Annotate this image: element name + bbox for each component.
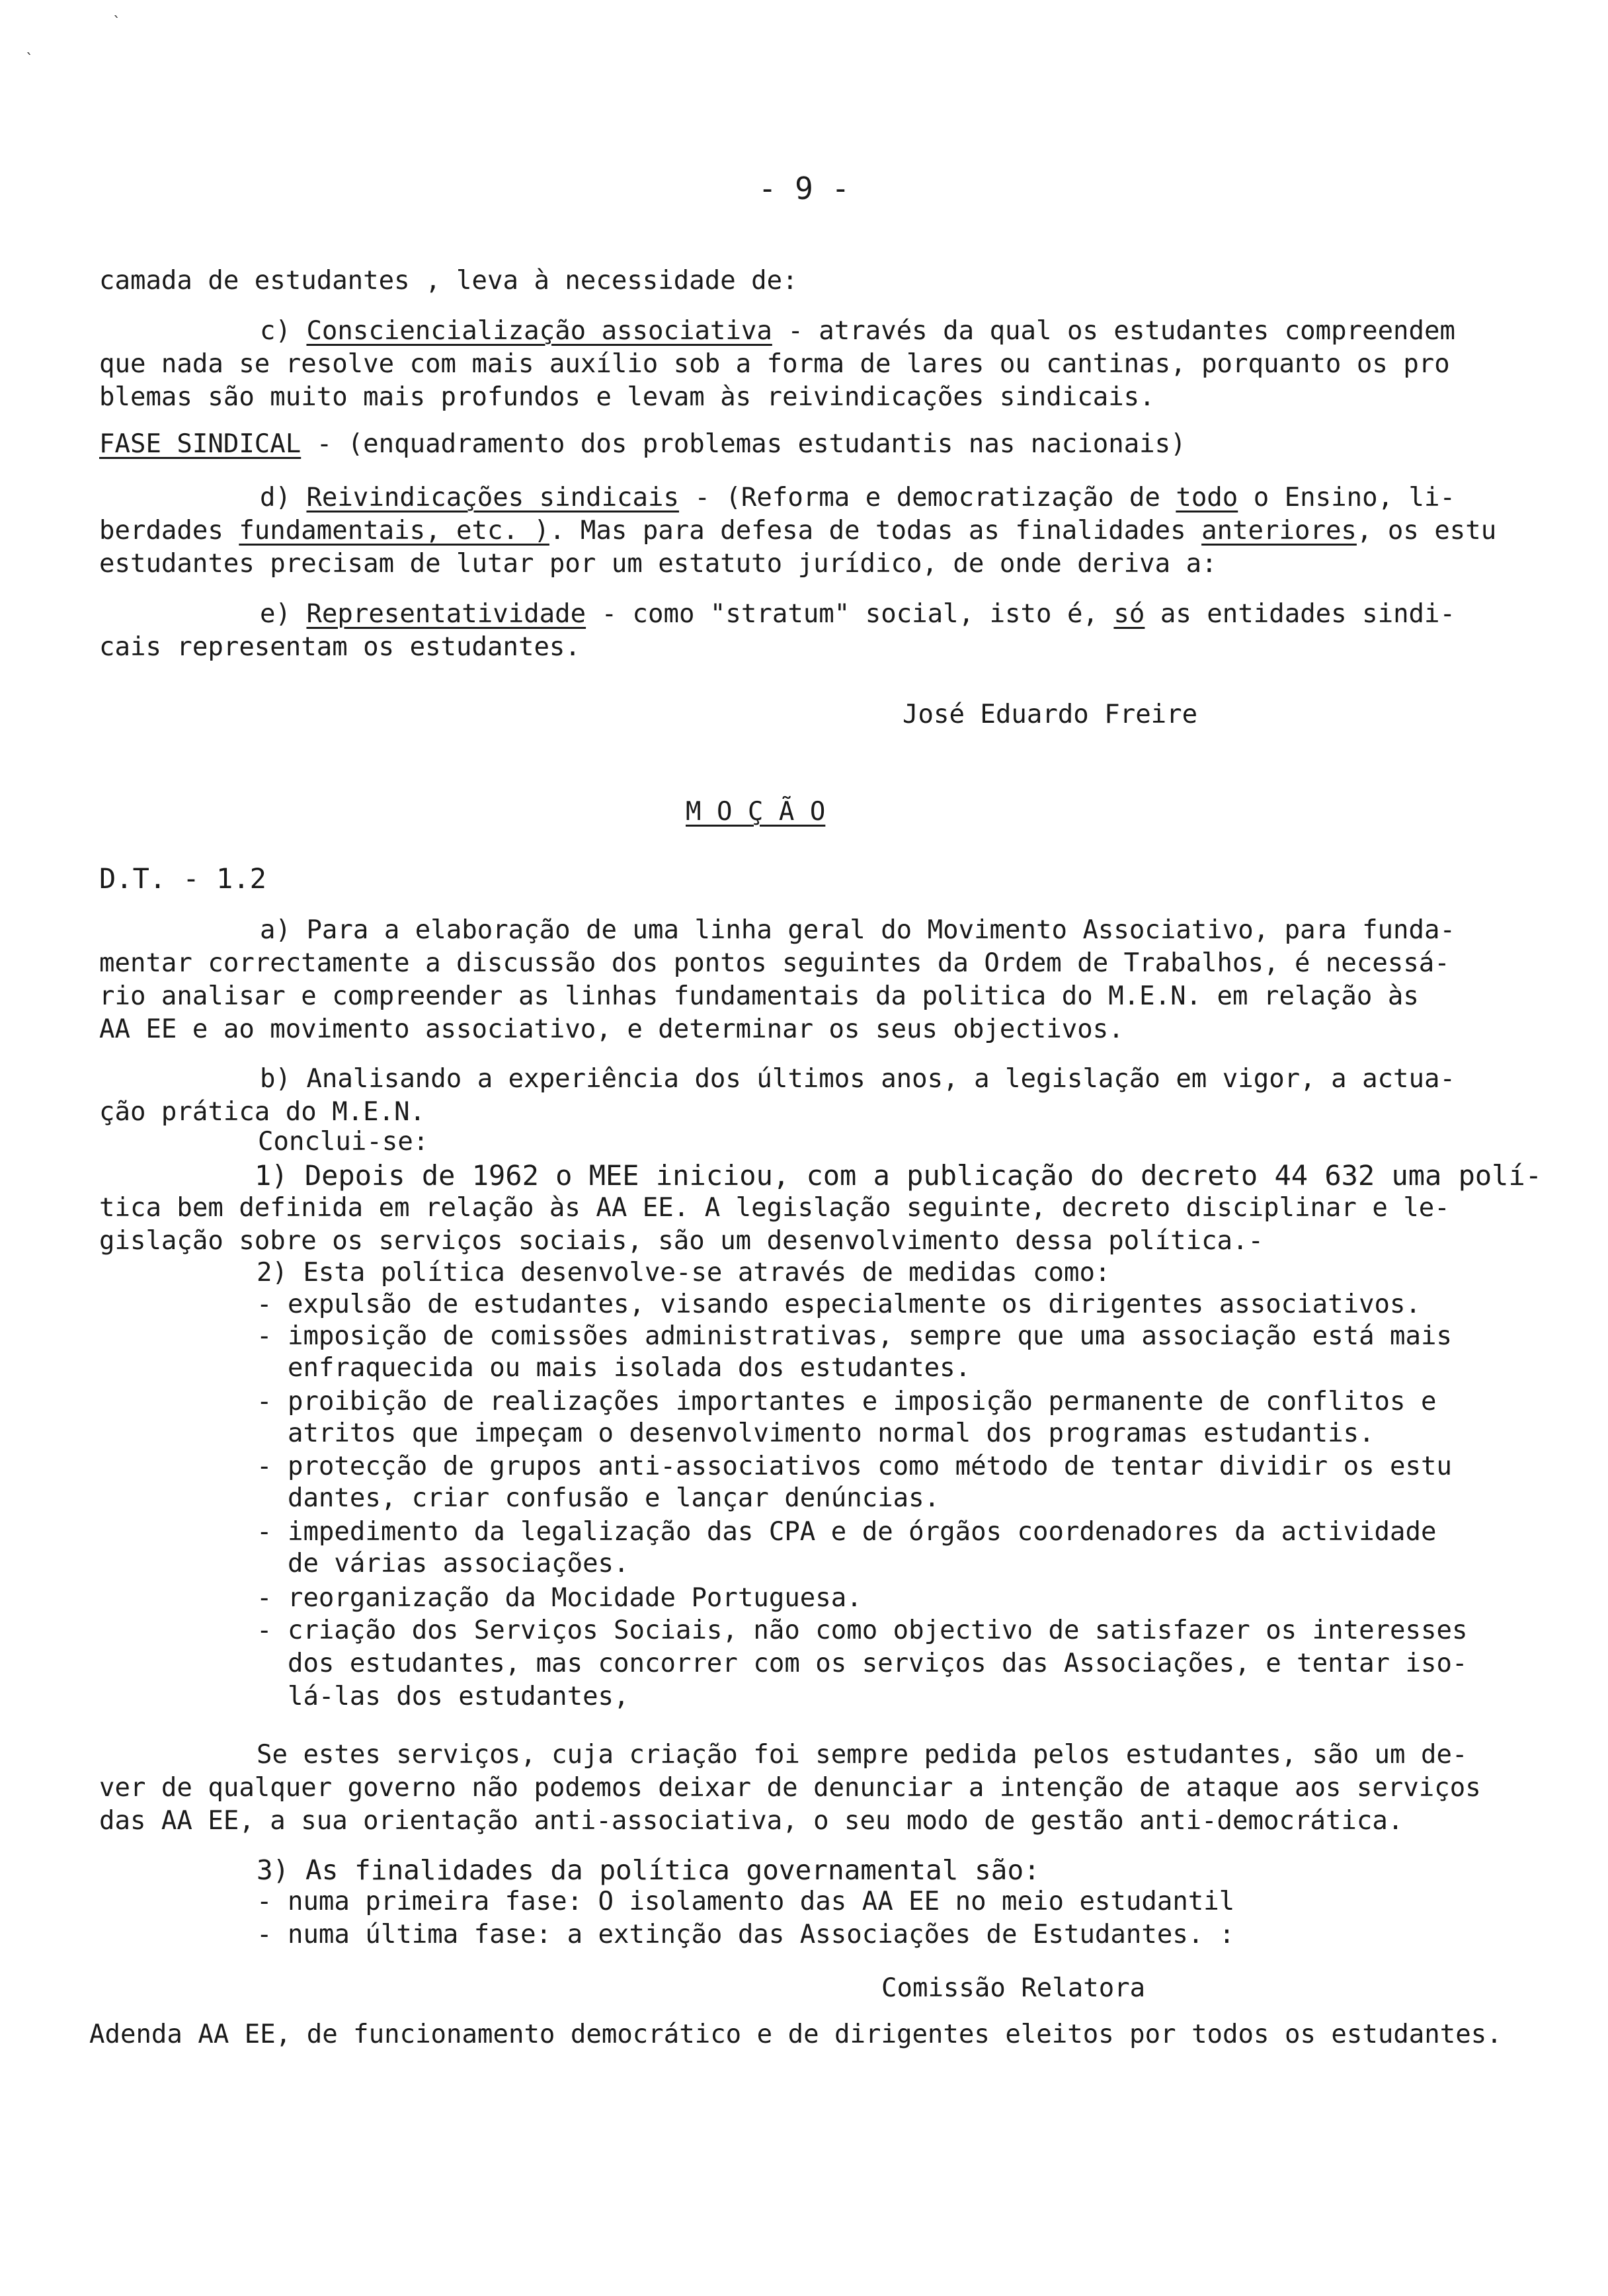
item-d-line-3: estudantes precisam de lutar por um estatuto jurídico, de onde deriva a: — [99, 549, 1217, 579]
scan-mark: ` — [112, 15, 122, 31]
item-a-line-3: rio analisar e compreender as linhas fundamentais da politica do M.E.N. em relação às — [99, 981, 1419, 1011]
list-item: - imposição de comissões administrativas, sempre que uma associação está mais — [257, 1321, 1452, 1351]
point-1-line-1: 1) Depois de 1962 o MEE iniciou, com a publicação do decreto 44 632 uma polí- — [255, 1159, 1543, 1192]
list-item: lá-las dos estudantes, — [257, 1682, 629, 1711]
point-2-intro: 2) Esta política desenvolve-se através de medidas como: — [257, 1258, 1111, 1288]
list-item: - reorganização da Mocidade Portuguesa. — [257, 1583, 862, 1613]
list-item: dantes, criar confusão e lançar denúncias. — [257, 1483, 940, 1513]
fase-sindical-heading: FASE SINDICAL - (enquadramento dos problemas estudantis nas nacionais) — [99, 429, 1186, 459]
signature-1: José Eduardo Freire — [903, 700, 1198, 729]
point-1-line-3: gislação sobre os serviços sociais, são um desenvolvimento dessa política.- — [99, 1226, 1264, 1256]
page-number: - 9 - — [758, 171, 850, 206]
item-b-line-2: ção prática do M.E.N. — [99, 1097, 426, 1127]
signature-2: Comissão Relatora — [881, 1973, 1146, 2003]
list-item: dos estudantes, mas concorrer com os serviços das Associações, e tentar iso- — [257, 1649, 1468, 1678]
point-1-line-2: tica bem definida em relação às AA EE. A legislação seguinte, decreto disciplinar e le- — [99, 1193, 1450, 1223]
intro-line: camada de estudantes , leva à necessidade de: — [99, 266, 798, 296]
list-item: - protecção de grupos anti-associativos como método de tentar dividir os estu — [257, 1452, 1452, 1481]
fase-sindical-title: FASE SINDICAL — [99, 429, 302, 459]
item-c-line-2: que nada se resolve com mais auxílio sob a forma de lares ou cantinas, porquanto os pro — [99, 349, 1450, 379]
paragraph-se-line-1: Se estes serviços, cuja criação foi sempre pedida pelos estudantes, são um de- — [257, 1740, 1468, 1770]
item-e-title: Representatividade — [306, 599, 586, 629]
item-a-line-2: mentar correctamente a discussão dos pontos seguintes da Ordem de Trabalhos, é necessá- — [99, 948, 1450, 978]
conclui-se: Conclui-se: — [258, 1127, 429, 1157]
mocao-title: M O Ç Ã O — [686, 797, 826, 827]
item-e-line-1: e) Representatividade - como "stratum" social, isto é, só as entidades sindi- — [260, 599, 1455, 629]
list-item: atritos que impeçam o desenvolvimento normal dos programas estudantis. — [257, 1418, 1375, 1448]
adenda-line: Adenda AA EE, de funcionamento democrático e de dirigentes eleitos por todos os estudantes. — [89, 2020, 1502, 2049]
list-item: - criação dos Serviços Sociais, não como objectivo de satisfazer os interesses — [257, 1616, 1468, 1645]
list-item: - numa última fase: a extinção das Associações de Estudantes. : — [257, 1920, 1235, 1949]
item-b-line-1: b) Analisando a experiência dos últimos anos, a legislação em vigor, a actua- — [260, 1064, 1455, 1094]
item-c-line-1: c) Consciencialização associativa - através da qual os estudantes compreendem — [260, 316, 1455, 346]
dt-reference: D.T. - 1.2 — [99, 862, 266, 895]
item-c-line-3: blemas são muito mais profundos e levam às reivindicações sindicais. — [99, 382, 1155, 412]
list-item: - numa primeira fase: O isolamento das AA EE no meio estudantil — [257, 1887, 1235, 1916]
item-a-line-4: AA EE e ao movimento associativo, e determinar os seus objectivos. — [99, 1014, 1124, 1044]
list-item: - expulsão de estudantes, visando especialmente os dirigentes associativos. — [257, 1290, 1421, 1319]
paragraph-se-line-2: ver de qualquer governo não podemos deixar de denunciar a intenção de ataque aos serviços — [99, 1773, 1481, 1803]
item-d-line-2: berdades fundamentais, etc. ). Mas para defesa de todas as finalidades anteriores, os estu — [99, 516, 1497, 546]
item-e-line-2: cais representam os estudantes. — [99, 632, 581, 662]
list-item: de várias associações. — [257, 1549, 629, 1578]
point-3-intro: 3) As finalidades da política governamental são: — [257, 1854, 1040, 1886]
item-c-title: Consciencialização associativa — [306, 316, 772, 346]
paragraph-se-line-3: das AA EE, a sua orientação anti-associativa, o seu modo de gestão anti-democrática. — [99, 1806, 1404, 1836]
item-a-line-1: a) Para a elaboração de uma linha geral do Movimento Associativo, para funda- — [260, 915, 1455, 945]
list-item: - impedimento da legalização das CPA e de órgãos coordenadores da actividade — [257, 1517, 1437, 1547]
list-item: enfraquecida ou mais isolada dos estudantes. — [257, 1353, 971, 1383]
item-d-title: Reivindicações sindicais — [306, 483, 679, 512]
item-d-line-1: d) Reivindicações sindicais - (Reforma e democratização de todo o Ensino, li- — [260, 483, 1455, 512]
list-item: - proibição de realizações importantes e imposição permanente de conflitos e — [257, 1387, 1437, 1416]
scan-mark: ` — [25, 52, 34, 68]
